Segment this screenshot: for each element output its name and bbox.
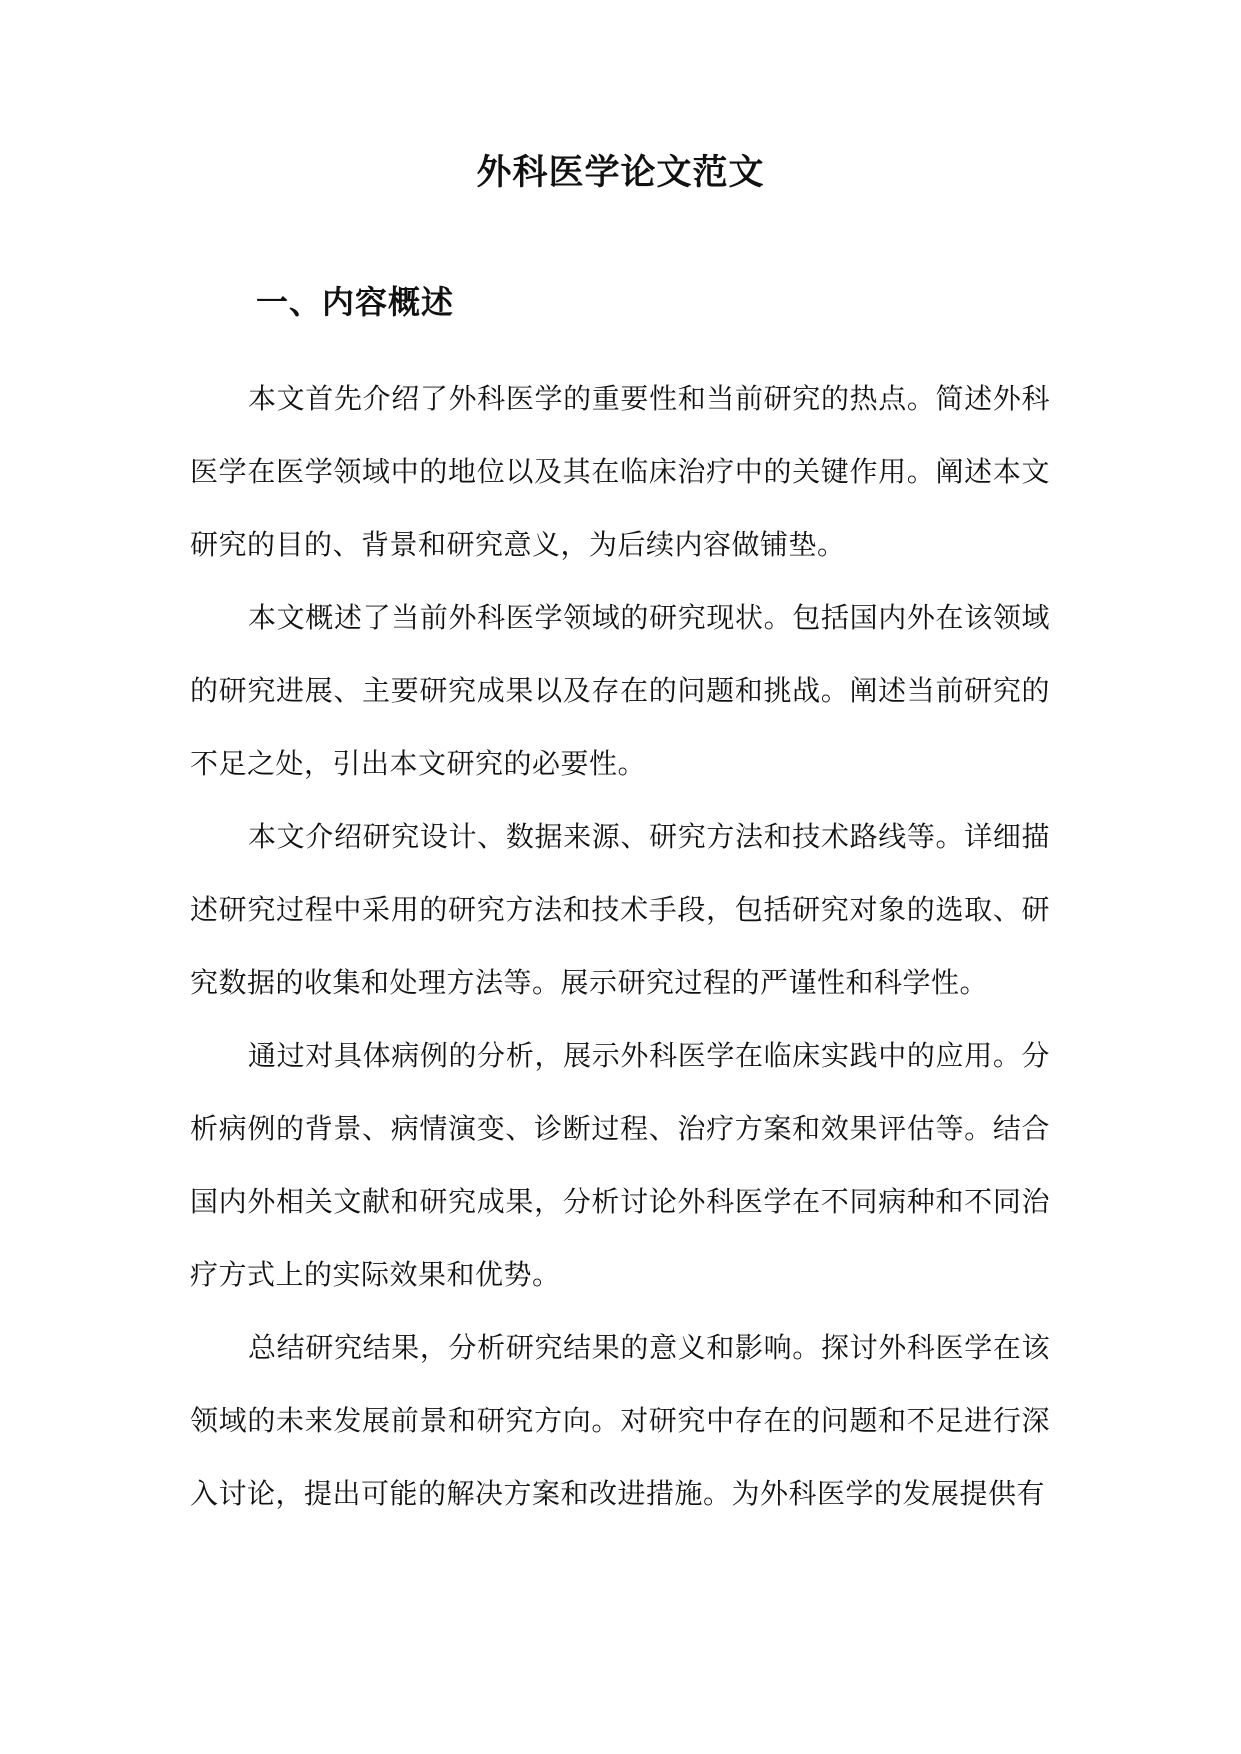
section-heading: 一、内容概述 — [256, 283, 455, 321]
body-paragraph: 通过对具体病例的分析，展示外科医学在临床实践中的应用。分析病例的背景、病情演变、诊断过程、治疗方案和效果评估等。结合国内外相关文献和研究成果，分析讨论外科医学在不同病种和不同治疗方式上的实际效果和优势。 — [190, 1039, 1050, 1291]
body-paragraph: 本文介绍研究设计、数据来源、研究方法和技术路线等。详细描述研究过程中采用的研究方法和技术手段，包括研究对象的选取、研究数据的收集和处理方法等。展示研究过程的严谨性和科学性。 — [190, 820, 1050, 999]
body-paragraph: 本文概述了当前外科医学领域的研究现状。包括国内外在该领域的研究进展、主要研究成果以及存在的问题和挑战。阐述当前研究的不足之处，引出本文研究的必要性。 — [190, 601, 1050, 780]
body-paragraph: 本文首先介绍了外科医学的重要性和当前研究的热点。简述外科医学在医学领域中的地位以及其在临床治疗中的关键作用。阐述本文研究的目的、背景和研究意义，为后续内容做铺垫。 — [190, 382, 1050, 561]
document-title: 外科医学论文范文 — [476, 152, 765, 193]
section-body — [190, 362, 1050, 1530]
body-paragraph: 总结研究结果，分析研究结果的意义和影响。探讨外科医学在该领域的未来发展前景和研究方向。对研究中存在的问题和不足进行深入讨论，提出可能的解决方案和改进措施。为外科医学的发展提供有 — [190, 1331, 1050, 1510]
